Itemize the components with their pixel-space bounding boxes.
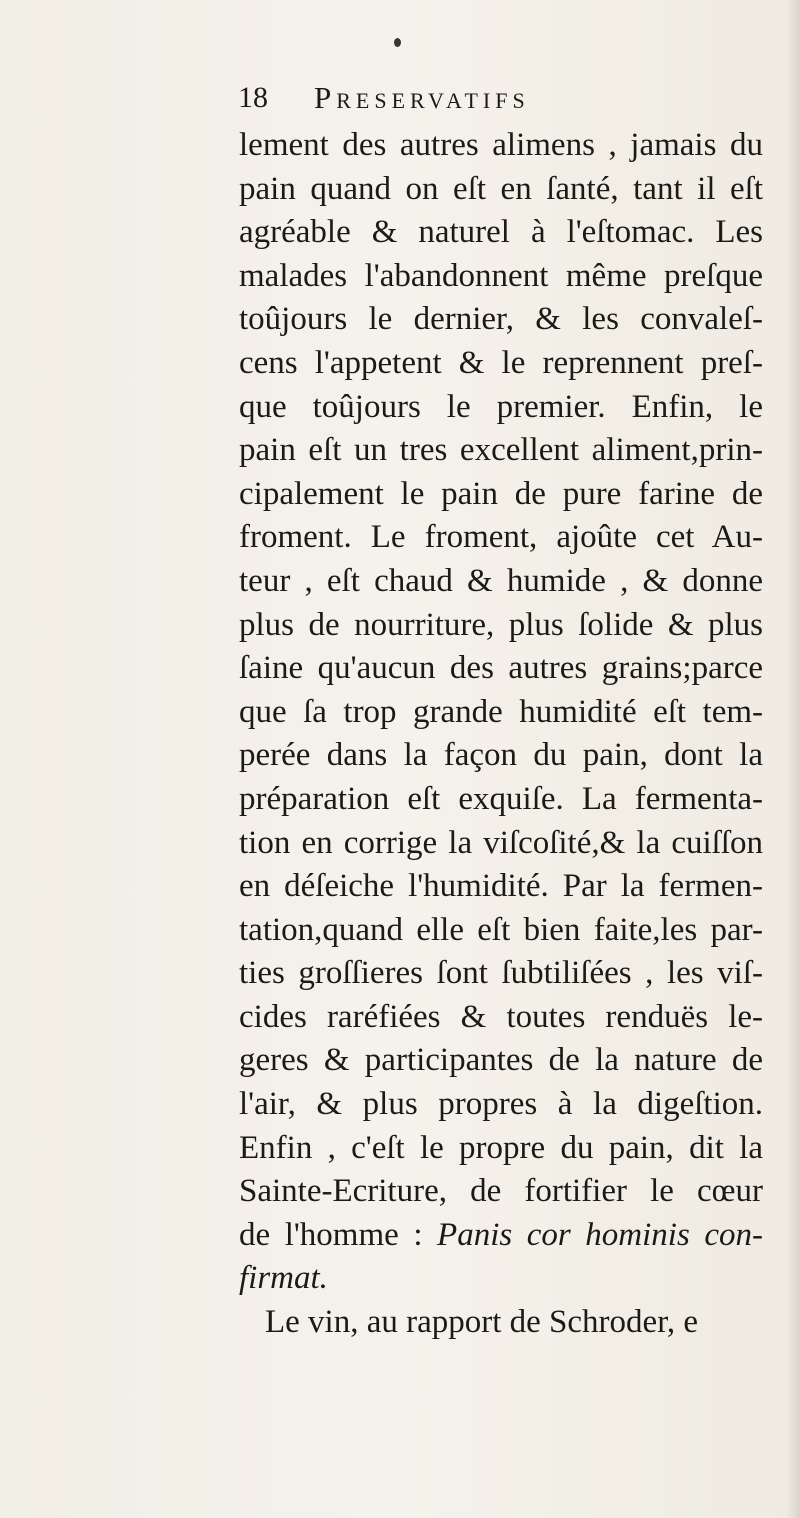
text-line: malades l'abandonnent même preſque (239, 257, 763, 294)
text-line: pain quand on eſt en ſanté, tant il eſt (239, 170, 763, 207)
page-edge-shadow (786, 0, 800, 1518)
text-line: lement des autres alimens , jamais du (239, 127, 763, 163)
page-header (238, 78, 758, 118)
text-line: que toûjours le premier. Enfin, le (239, 388, 763, 425)
catchword-line: Le vin, au rapport de Schroder, e (265, 1304, 699, 1341)
text-line: toûjours le dernier, & les convaleſ- (239, 301, 763, 338)
text-line: en déſeiche l'humidité. Par la fermen- (239, 868, 763, 905)
text-line: teur , eſt chaud & humide , & donne (239, 562, 763, 599)
text-line: agréable & naturel à l'eſtomac. Les (239, 214, 763, 251)
text-line: pain eſt un tres excellent aliment,prin- (239, 432, 763, 469)
text-roman-segment: de l'homme : (239, 1216, 438, 1253)
text-line: ties groſſieres ſont ſubtiliſées , les viſ- (239, 955, 763, 992)
body-text (239, 124, 763, 1345)
text-line: tion en corrige la viſcoſité,& la cuiſſon (239, 824, 763, 861)
page-number: 18 (238, 81, 268, 114)
running-title: Preservatifs (314, 80, 530, 115)
text-line: Enfin , c'eſt le propre du pain, dit la (239, 1129, 763, 1166)
text-line-latin-quote (239, 1214, 763, 1258)
text-line: cides raréfiées & toutes renduës le- (239, 998, 763, 1035)
text-line-latin-quote-end (239, 1257, 763, 1301)
text-line: l'air, & plus propres à la digeſtion. (239, 1086, 763, 1123)
text-line: préparation eſt exquiſe. La fermenta- (239, 780, 763, 817)
text-line: plus de nourriture, plus ſolide & plus (239, 606, 763, 643)
text-line: perée dans la façon du pain, dont la (239, 737, 763, 774)
text-line: Sainte-Ecriture, de fortifier le cœur (239, 1173, 763, 1210)
text-line: froment. Le froment, ajoûte cet Au- (239, 519, 763, 556)
text-line: geres & participantes de la nature de (239, 1042, 763, 1079)
text-line: cens l'appetent & le reprennent preſ- (239, 344, 763, 381)
latin-quote-start: Panis cor hominis con- (437, 1216, 763, 1253)
text-line: tation,quand elle eſt bien faite,les par- (239, 911, 763, 948)
text-line: cipalement le pain de pure farine de (239, 475, 763, 512)
text-line: que ſa trop grande humidité eſt tem- (239, 693, 763, 730)
latin-quote-end: firmat. (239, 1260, 328, 1297)
printer-dot-mark (394, 38, 401, 47)
text-line: ſaine qu'aucun des autres grains;parce (239, 650, 763, 687)
